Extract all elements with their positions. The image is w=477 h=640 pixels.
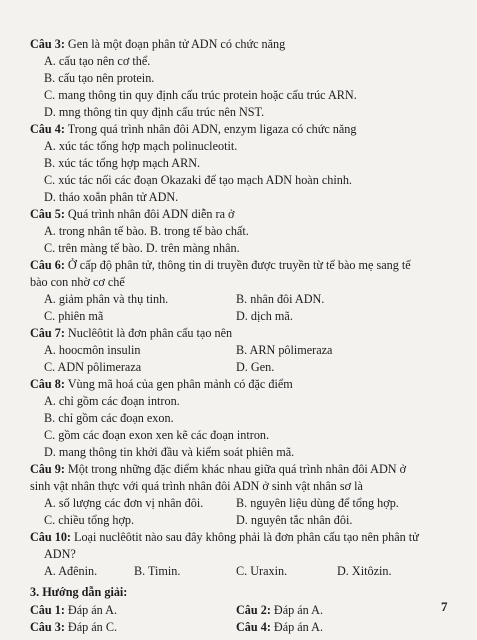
- q5-options-cd: C. trên màng tế bào. D. trên màng nhân.: [44, 241, 240, 255]
- question-8-stem: Câu 8: Vùng mã hoá của gen phân mảnh có đặc điểm: [30, 377, 293, 391]
- question-3-stem: Câu 3: Gen là một đoạn phân tử ADN có chức năng: [30, 37, 286, 51]
- q8-option-b: B. chỉ gồm các đoạn exon.: [44, 411, 174, 425]
- q3-option-d: D. mng thông tin quy định cấu trúc nên NST.: [44, 105, 265, 119]
- q4-option-d: D. tháo xoắn phân tử ADN.: [44, 190, 179, 204]
- question-7-stem: Câu 7: Nuclêôtit là đơn phân cấu tạo nên: [30, 326, 233, 340]
- question-4-stem: Câu 4: Trong quá trình nhân đôi ADN, enzym ligaza có chức năng: [30, 122, 357, 136]
- question-9-stem-cont: sinh vật nhân thực với quá trình nhân đôi ADN ở sinh vật nhân sơ là: [30, 479, 363, 493]
- q5-options-ab: A. trong nhân tế bào. B. trong tế bào chất.: [44, 224, 249, 238]
- question-10-stem: Câu 10: Loại nuclêôtit nào sau đây không phải là đơn phân cấu tạo nên phân tử: [30, 530, 419, 544]
- q9-option-c: C. chiều tổng hợp.: [44, 513, 135, 527]
- q6-option-b: B. nhân đôi ADN.: [236, 292, 325, 306]
- question-5-stem: Câu 5: Quá trình nhân đôi ADN diễn ra ở: [30, 207, 235, 221]
- q7-option-a: A. hoocmôn insulin: [44, 343, 141, 357]
- q7-option-b: B. ARN pôlimeraza: [236, 343, 333, 357]
- q7-option-d: D. Gen.: [236, 360, 275, 374]
- q4-option-b: B. xúc tác tổng hợp mạch ARN.: [44, 156, 201, 170]
- question-10-stem-cont: ADN?: [44, 547, 76, 561]
- q3-option-b: B. cấu tạo nên protein.: [44, 71, 155, 85]
- question-6-stem-cont: bào con nhờ cơ chế: [30, 275, 125, 289]
- section-heading: 3. Hướng dẫn giải:: [30, 585, 128, 599]
- q4-option-c: C. xúc tác nối các đoạn Okazaki để tạo mạch ADN hoàn chỉnh.: [44, 173, 352, 187]
- q4-option-a: A. xúc tác tổng hợp mạch polinucleotit.: [44, 139, 238, 153]
- q3-option-c: C. mang thông tin quy định cấu trúc protein hoặc cấu trúc ARN.: [44, 88, 357, 102]
- q9-option-d: D. nguyên tắc nhân đôi.: [236, 513, 353, 527]
- answer-1: Câu 1: Đáp án A.: [30, 603, 117, 617]
- q10-option-a: A. Ađênin.: [44, 564, 98, 578]
- page-number: 7: [441, 599, 448, 614]
- question-6-stem: Câu 6: Ở cấp độ phân tử, thông tin di truyền được truyền từ tế bào mẹ sang tế: [30, 258, 411, 272]
- q8-option-d: D. mang thông tin khởi đầu và kiểm soát phiên mã.: [44, 445, 295, 459]
- q7-option-c: C. ADN pôlimeraza: [44, 360, 142, 374]
- answer-3: Câu 3: Đáp án C.: [30, 620, 117, 634]
- q6-option-a: A. giảm phân và thụ tinh.: [44, 292, 169, 306]
- answer-2: Câu 2: Đáp án A.: [236, 603, 323, 617]
- q6-option-d: D. dịch mã.: [236, 309, 293, 323]
- q10-option-d: D. Xitôzin.: [337, 564, 392, 578]
- question-9-stem: Câu 9: Một trong những đặc điểm khác nhau giữa quá trình nhân đôi ADN ở: [30, 462, 407, 476]
- q6-option-c: C. phiên mã: [44, 309, 104, 323]
- q3-option-a: A. cấu tạo nên cơ thể.: [44, 54, 151, 68]
- q8-option-a: A. chỉ gồm các đoạn intron.: [44, 394, 180, 408]
- q9-option-b: B. nguyên liệu dùng để tổng hợp.: [236, 496, 399, 510]
- q8-option-c: C. gồm các đoạn exon xen kẽ các đoạn intron.: [44, 428, 270, 442]
- q10-option-b: B. Timin.: [134, 564, 181, 578]
- answer-4: Câu 4: Đáp án A.: [236, 620, 323, 634]
- q9-option-a: A. số lượng các đơn vị nhân đôi.: [44, 496, 204, 510]
- q10-option-c: C. Uraxin.: [236, 564, 288, 578]
